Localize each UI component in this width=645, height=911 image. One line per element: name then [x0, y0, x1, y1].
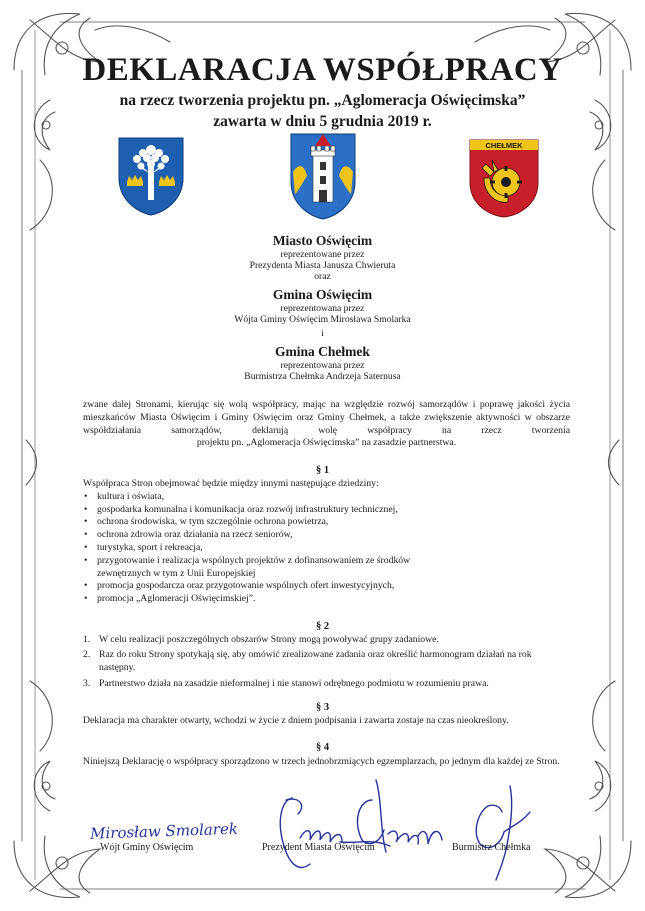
party-represented: reprezentowana przez: [280, 303, 365, 314]
party-person: Wójta Gminy Oświęcim Mirosława Smolarka: [234, 314, 411, 325]
section-3-heading: § 3: [315, 702, 330, 713]
bullet-icon: •: [84, 490, 88, 502]
signature-smolarek-text: Mirosław Smolarek: [89, 819, 239, 843]
document-subtitle: na rzecz tworzenia projektu pn. „Aglomeracja Oświęcimska”: [119, 92, 526, 109]
section-2-heading: § 2: [315, 621, 330, 632]
bullet-icon: •: [84, 503, 88, 515]
bullet-icon: •: [84, 554, 88, 566]
party-represented: reprezentowana przez: [280, 360, 365, 371]
bullet-icon: •: [84, 541, 88, 553]
party-person: Prezydenta Miasta Janusza Chwieruta: [249, 260, 396, 271]
list-item: • kultura i oświata,: [84, 490, 164, 502]
intro-text: zwane dalej Stronami, kierując się wolą współpracy, mając na względzie rozwój samorządów i poprawę jakości życia mieszkańców Miasta Oświęcim i Gminy Oświęcim oraz Gminy Chełmek, a także zwiększenie aktywności w obszarze współdziałania samorządów, deklarują wolę współpracy na rzecz tworzenia: [83, 399, 570, 436]
document-date: zawarta w dniu 5 grudnia 2019 r.: [213, 113, 432, 130]
oswiecim-city-crest-icon: [289, 132, 357, 220]
list-item: • promocja gospodarcza oraz przygotowanie wspólnych ofert inwestycyjnych,: [84, 580, 395, 592]
list-item: 2. Raz do roku Strony spotykają się, aby omówić zrealizowane zadania oraz określić harmonogram działań na rok następny.: [83, 648, 532, 673]
signature-role-prezydent: Prezydent Miasta Oświęcim: [262, 842, 375, 853]
party-miasto-oswiecim: [0, 233, 645, 282]
list-item: • gospodarka komunalna i komunikacja oraz rozwój infrastruktury technicznej,: [84, 503, 398, 515]
section-3-text: Deklaracja ma charakter otwarty, wchodzi w życie z dniem podpisania i zawarta zostaje na czas nieokreślony.: [83, 715, 509, 726]
section-4-text: Niniejszą Deklarację o współpracy sporządzono w trzech jednobrzmiących egzemplarzach, po jednym dla każdej ze Stron.: [83, 756, 560, 767]
section-2-body: [83, 634, 570, 691]
list-item: 3. Partnerstwo działa na zasadzie nieformalnej i nie stanowi odrębnego podmiotu w rozumieniu prawa.: [83, 678, 489, 690]
list-item: • ochrona zdrowia oraz działania na rzecz seniorów,: [84, 529, 293, 541]
party-gmina-oswiecim: [0, 287, 645, 339]
party-represented: reprezentowane przez: [280, 249, 365, 260]
list-item: • ochrona środowiska, w tym szczególnie ochrona powietrza,: [84, 516, 329, 528]
section-1-list: [83, 491, 570, 606]
party-joiner: i: [321, 328, 324, 339]
chelmek-crest-label: CHEŁMEK: [485, 141, 523, 150]
intro-text-last: projektu pn. „Aglomeracja Oświęcimska” na zasadzie partnerstwa.: [196, 437, 457, 449]
bullet-icon: •: [84, 516, 88, 528]
section-1-lead: Współpraca Stron obejmować będzie między innymi następujące dziedziny:: [83, 478, 379, 489]
list-item: 1. W celu realizacji poszczególnych obszarów Strony mogą powoływać grupy zadaniowe.: [83, 634, 439, 645]
list-item: • turystyka, sport i rekreacja,: [84, 541, 203, 553]
section-1-heading: § 1: [315, 465, 330, 476]
chelmek-crest-icon: [468, 138, 540, 218]
section-2-list: [83, 634, 570, 691]
list-item: • promocja „Aglomeracji Oświęcimskiej”.: [84, 593, 256, 605]
intro-paragraph: [83, 399, 570, 450]
bullet-icon: •: [84, 580, 88, 592]
party-gmina-chelmek: [0, 344, 645, 382]
document-title: DEKLARACJA WSPÓŁPRACY: [82, 52, 563, 88]
party-name: Gmina Chełmek: [275, 344, 370, 359]
party-name: Gmina Oświęcim: [272, 287, 373, 302]
bullet-icon: •: [84, 529, 88, 541]
party-joiner: oraz: [314, 271, 331, 282]
section-4-heading: § 4: [315, 742, 330, 753]
party-person: Burmistrza Chełmka Andrzeja Saternusa: [244, 371, 401, 382]
party-name: Miasto Oświęcim: [272, 233, 373, 248]
signature-role-wojt: Wójt Gminy Oświęcim: [100, 842, 194, 853]
section-1-body: [83, 478, 570, 606]
oswiecim-gmina-crest-icon: [117, 136, 185, 216]
signature-role-burmistrz: Burmistrz Chełmka: [452, 842, 531, 853]
bullet-icon: •: [84, 593, 88, 605]
list-item: • przygotowanie i realizacja wspólnych projektów z dofinansowaniem ze środków zewnętrznych w tym z Unii Europejskiej: [84, 554, 411, 579]
